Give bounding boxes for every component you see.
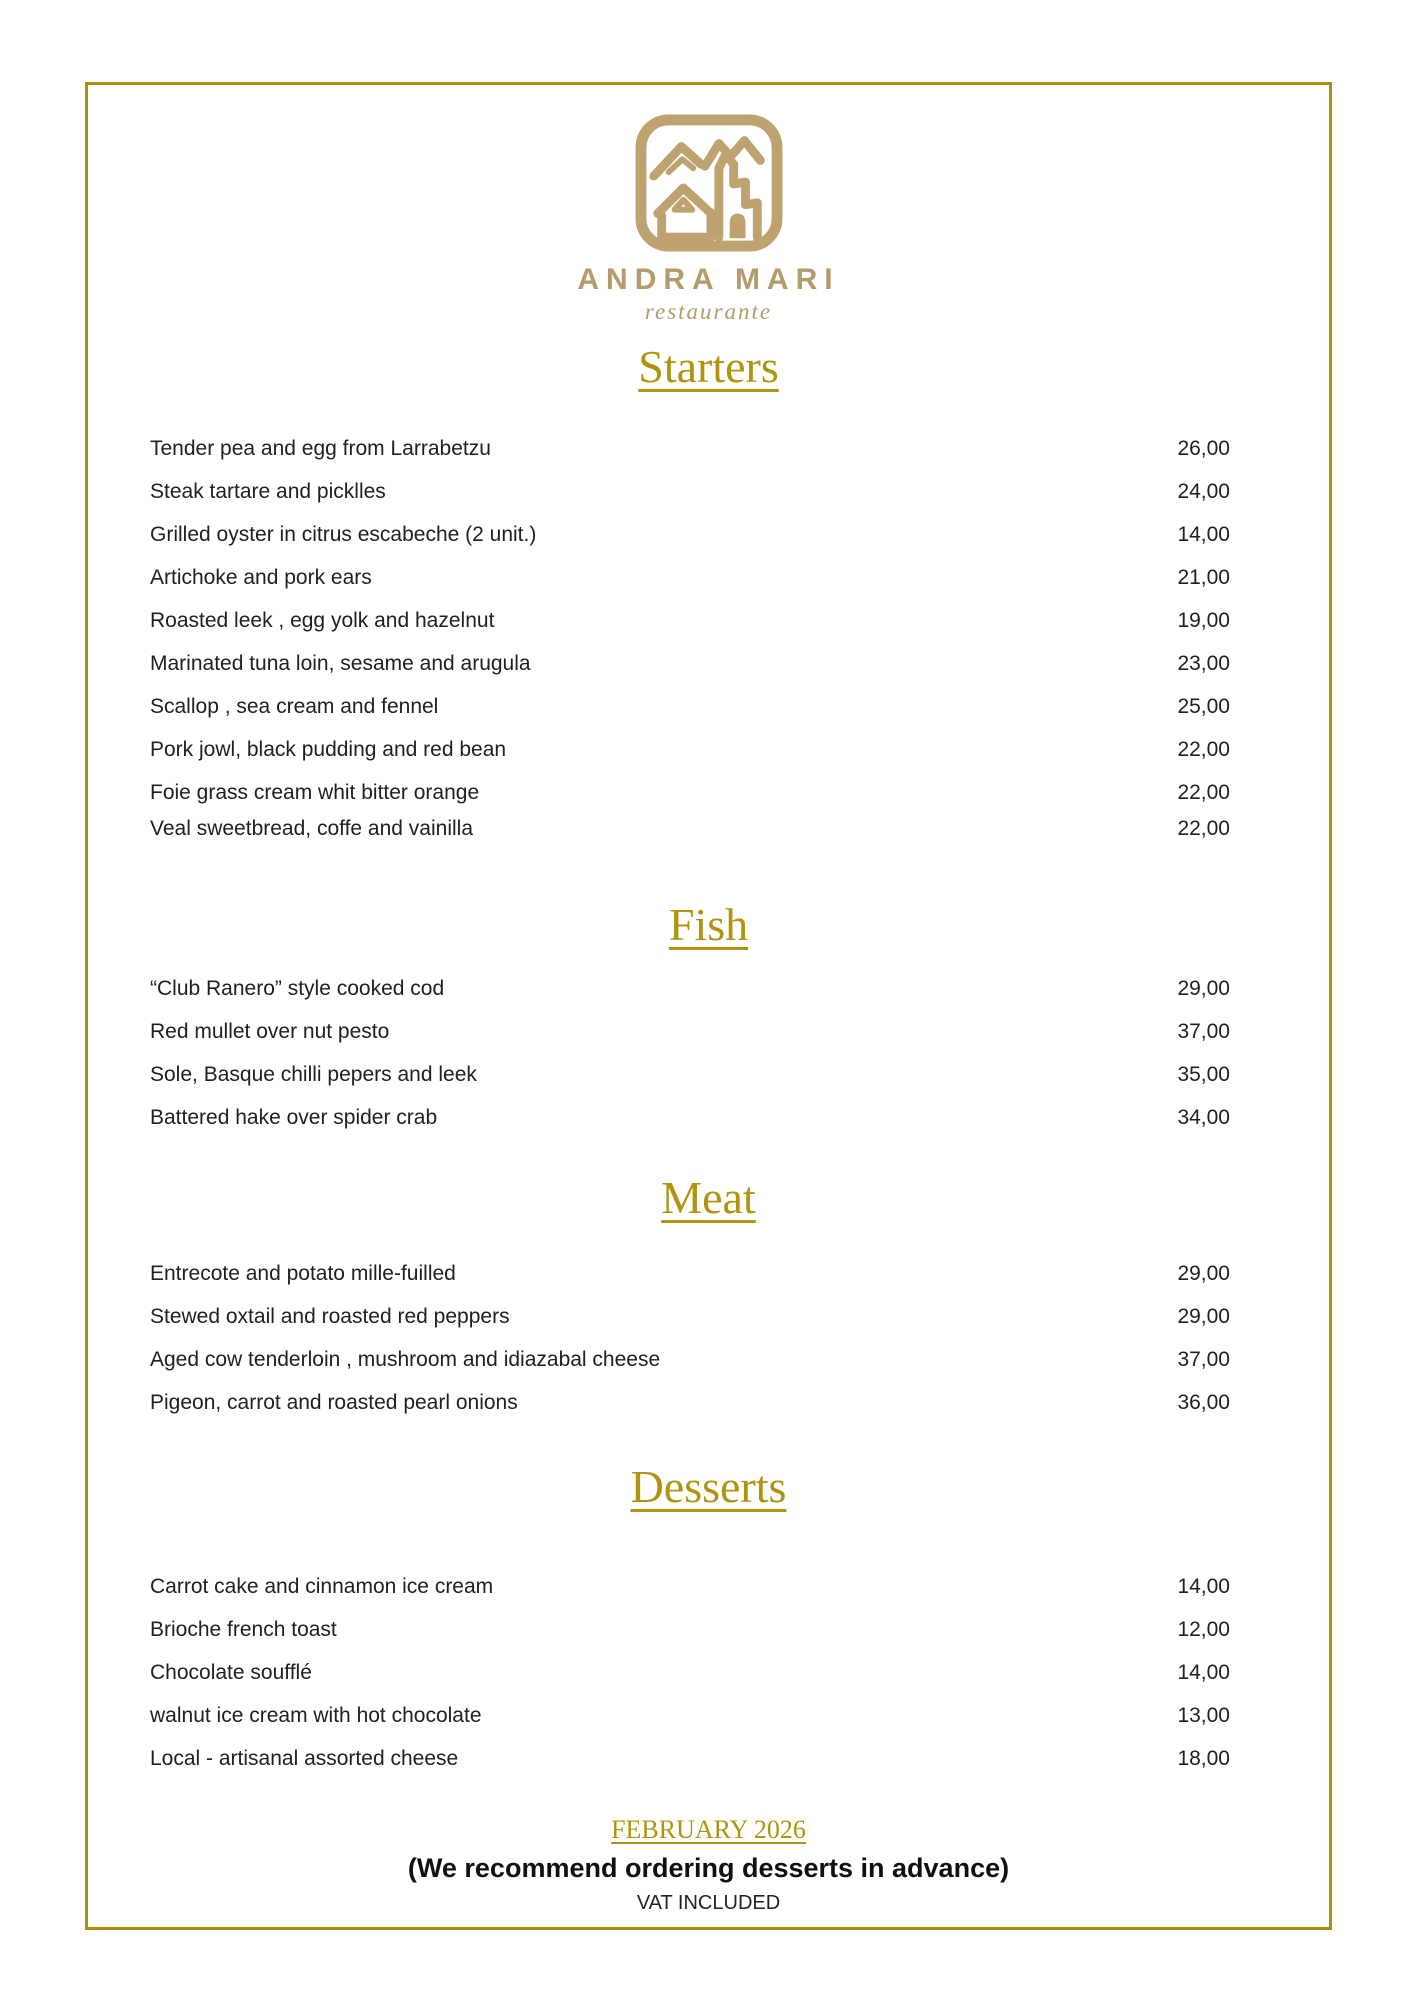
menu-item-row (150, 1748, 1230, 1769)
menu-month: FEBRUARY 2026 (611, 1814, 806, 1844)
menu-item-price: 37,00 (1177, 1019, 1230, 1043)
brand-subtitle: restaurante (644, 299, 773, 324)
menu-item-name: Grilled oyster in citrus escabeche (2 unit.) (150, 522, 537, 546)
menu-item-name: Sole, Basque chilli pepers and leek (150, 1062, 477, 1086)
menu-item-name: Foie grass cream whit bitter orange (150, 780, 480, 804)
menu-item-row (150, 1662, 1230, 1683)
menu-item-name: Stewed oxtail and roasted red peppers (150, 1304, 510, 1328)
menu-item-row (150, 1064, 1230, 1085)
menu-item-name: Pigeon, carrot and roasted pearl onions (150, 1390, 518, 1414)
menu-item-price: 21,00 (1177, 565, 1230, 589)
vat-included-note: VAT INCLUDED (636, 1891, 781, 1914)
restaurant-logo (88, 113, 1329, 325)
menu-item-row (150, 696, 1230, 717)
menu-item-price: 14,00 (1177, 1660, 1230, 1684)
menu-footer (88, 1815, 1329, 1915)
menu-item-row (150, 1306, 1230, 1327)
menu-sections (88, 341, 1329, 1769)
menu-item-price: 19,00 (1177, 608, 1230, 632)
menu-item-price: 25,00 (1177, 694, 1230, 718)
menu-item-price: 14,00 (1177, 1574, 1230, 1598)
menu-item-row (150, 1349, 1230, 1370)
menu-item-price: 22,00 (1177, 780, 1230, 804)
menu-item-row (150, 1107, 1230, 1128)
section-title: Starters (638, 341, 779, 392)
section-title: Fish (668, 898, 749, 950)
menu-item-price: 23,00 (1177, 651, 1230, 675)
section-items (88, 1576, 1329, 1769)
menu-item-name: Chocolate soufflé (150, 1660, 312, 1684)
menu-item-name: Carrot cake and cinnamon ice cream (150, 1574, 494, 1598)
menu-item-price: 14,00 (1177, 522, 1230, 546)
menu-item-price: 18,00 (1177, 1746, 1230, 1770)
menu-item-name: Roasted leek , egg yolk and hazelnut (150, 608, 495, 632)
menu-section (88, 1172, 1329, 1413)
menu-item-price: 29,00 (1177, 976, 1230, 1000)
menu-item-price: 36,00 (1177, 1390, 1230, 1414)
brand-name: ANDRA MARI (577, 263, 840, 296)
menu-item-row (150, 653, 1230, 674)
menu-item-row (150, 1576, 1230, 1597)
menu-item-name: Veal sweetbread, coffe and vainilla (150, 816, 473, 840)
menu-item-row (150, 567, 1230, 588)
menu-item-row (150, 739, 1230, 760)
menu-item-row (150, 1619, 1230, 1640)
menu-item-row (150, 1705, 1230, 1726)
menu-item-name: Steak tartare and picklles (150, 479, 386, 503)
section-items (88, 978, 1329, 1128)
menu-item-row (150, 610, 1230, 631)
menu-item-row (150, 782, 1230, 803)
menu-item-price: 29,00 (1177, 1261, 1230, 1285)
menu-section (88, 1461, 1329, 1769)
menu-item-name: Local - artisanal assorted cheese (150, 1746, 459, 1770)
menu-item-price: 35,00 (1177, 1062, 1230, 1086)
menu-item-price: 29,00 (1177, 1304, 1230, 1328)
menu-item-row (150, 1392, 1230, 1413)
andra-mari-logo-icon (633, 113, 785, 253)
menu-item-row (150, 978, 1230, 999)
menu-item-name: Entrecote and potato mille-fuilled (150, 1261, 456, 1285)
menu-section (88, 899, 1329, 1128)
menu-item-price: 12,00 (1177, 1617, 1230, 1641)
menu-item-price: 24,00 (1177, 479, 1230, 503)
menu-item-price: 13,00 (1177, 1703, 1230, 1727)
menu-item-row (150, 818, 1230, 839)
menu-item-price: 22,00 (1177, 816, 1230, 840)
menu-item-name: walnut ice cream with hot chocolate (150, 1703, 482, 1727)
menu-item-name: Aged cow tenderloin , mushroom and idiazabal cheese (150, 1347, 661, 1371)
menu-item-name: Marinated tuna loin, sesame and arugula (150, 651, 531, 675)
section-title: Meat (661, 1171, 756, 1223)
section-items (88, 1263, 1329, 1413)
menu-item-price: 34,00 (1177, 1105, 1230, 1129)
menu-item-price: 37,00 (1177, 1347, 1230, 1371)
section-items (88, 438, 1329, 839)
menu-item-row (150, 1021, 1230, 1042)
menu-item-price: 26,00 (1177, 436, 1230, 460)
menu-section (88, 341, 1329, 839)
menu-item-name: “Club Ranero” style cooked cod (150, 976, 445, 1000)
menu-item-name: Battered hake over spider crab (150, 1105, 438, 1129)
menu-page (85, 82, 1332, 1930)
menu-item-row (150, 1263, 1230, 1284)
menu-item-row (150, 481, 1230, 502)
menu-item-name: Tender pea and egg from Larrabetzu (150, 436, 491, 460)
menu-item-row (150, 524, 1230, 545)
section-title: Desserts (630, 1460, 787, 1512)
desserts-advance-note: (We recommend ordering desserts in advance) (407, 1852, 1010, 1883)
menu-item-name: Scallop , sea cream and fennel (150, 694, 439, 718)
menu-item-price: 22,00 (1177, 737, 1230, 761)
menu-item-row (150, 438, 1230, 459)
menu-item-name: Brioche french toast (150, 1617, 337, 1641)
menu-item-name: Artichoke and pork ears (150, 565, 372, 589)
menu-item-name: Pork jowl, black pudding and red bean (150, 737, 507, 761)
menu-item-name: Red mullet over nut pesto (150, 1019, 390, 1043)
